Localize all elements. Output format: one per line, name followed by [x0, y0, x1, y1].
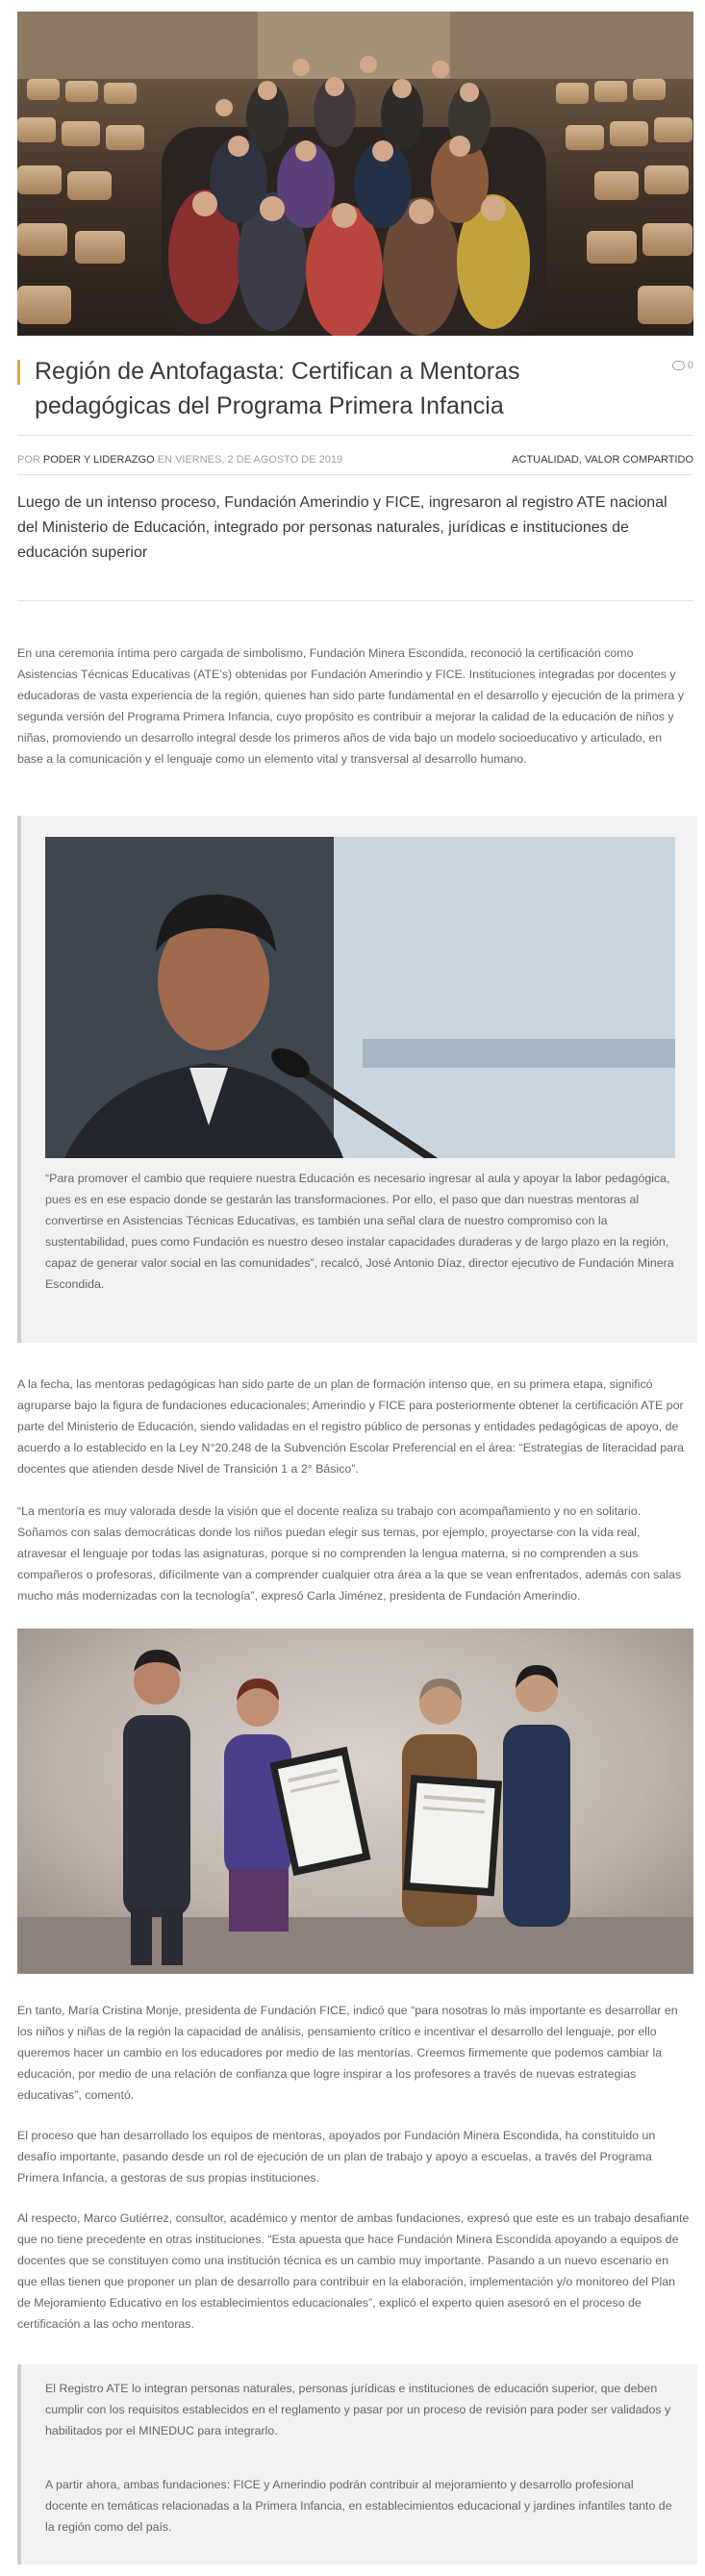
closing-paragraph-2: A partir ahora, ambas fundaciones: FICE y Amerindio podrán contribuir al mejoramiento y desarrollo profesional docente en temáticas relacionadas a la Primera Infancia, en establecimientos educacional y jardines infantiles tanto de la región como del país. — [45, 2478, 672, 2534]
comment-icon — [672, 361, 685, 370]
quote-box — [17, 816, 697, 1343]
hero-photo — [17, 12, 693, 336]
speaker-photo — [45, 837, 675, 1158]
closing-box — [17, 2364, 697, 2564]
paragraph-1: En una ceremonia íntima pero cargada de simbolismo, Fundación Minera Escondida, reconoció la certificación como Asistencias Técnicas Educativas (ATE’s) obtenidas por Fundación Amerindio y FICE. Instituciones integradas por docentes y educadoras de vasta experiencia de la región, quienes han sido parte fundamental en el desarrollo y ejecución de la primera y segunda versión del Programa Primera Infancia, cuyo propósito es contribuir a mejorar la calidad de la educación de niños y niñas, promoviendo un desarrollo integral desde los primeros años de vida bajo un modelo socioeducativo y articulado, en base a la comunicación y el lenguaje como un elemento vital y transversal al desarrollo humano. — [17, 646, 684, 766]
date-prefix: EN — [157, 454, 172, 466]
by-label: POR — [17, 454, 40, 466]
closing-paragraph-1: El Registro ATE lo integran personas naturales, personas jurídicas e instituciones de educación superior, que deben cumplir con los requisitos establecidos en el reglamento y pasar por un proceso de revisión para poder ser validados y habilitados por el MINEDUC para integrarlo. — [45, 2382, 671, 2437]
paragraph-6: Al respecto, Marco Gutiérrez, consultor, académico y mentor de ambas fundaciones, expresó que este es un trabajo desafiante que no tiene precedente en otras instituciones. “Esta apuesta que hace Fundación Minera Escondida apoyando a equipos de docentes que se constituyen como una institución técnica es un cambio muy importante. Pasando a un nuevo escenario en que ellas tienen que proponer un plan de desarrollo para contribuir en la elaboración, implementación y/o monitoreo del Plan de Mejoramiento Educativo en los establecimientos educacionales”, explicó el experto quien asesoró en el proceso de certificación a las ocho mentoras. — [17, 2211, 690, 2331]
category-link[interactable]: PODER Y LIDERAZGO — [42, 454, 155, 466]
paragraph-2: A la fecha, las mentoras pedagógicas han sido parte de un plan de formación intenso que, en su primera etapa, significó agruparse bajo la figura de fundaciones educacionales; Amerindio y FICE para posteriormente obtener la certificación ATE por parte del Ministerio de Educación, siendo validadas en el registro público de personas y entidades pedagógicas de apoyo, de acuerdo a lo establecido en la Ley N°20.248 de la Subvención Escolar Preferencial en el área: “Estrategias de literacidad para docentes que atienden desde Nivel de Transición 1 a 2° Básico”. — [17, 1377, 685, 1476]
divider — [17, 474, 693, 475]
paragraph-3: “La mentoría es muy valorada desde la visión que el docente realiza su trabajo con acompañamiento y no en solitario. Soñamos con salas democráticas donde los niños puedan elegir sus temas, por ejemplo, proyectarse con la vida real, atravesar el lenguaje por todas las asignaturas, porque si no comprenden la lengua materna, si no comprenden a sus compañeros o profesoras, difícilmente van a comprender cualquier otra área a la que se vean enfrentados, además con salas mucho más modernizadas con la tecnología”, expresó Carla Jiménez, presidenta de Fundación Amerindio. — [17, 1504, 682, 1603]
tags-link[interactable]: ACTUALIDAD, VALOR COMPARTIDO — [512, 454, 693, 466]
quote-text: “Para promover el cambio que requiere nuestra Educación es necesario ingresar al aula y apoyar la labor pedagógica, pues es en ese espacio donde se gestarán las transformaciones. Por ello, el paso que dan nuestras mentoras al convertirse en Asistencias Técnicas Educativas, es también una señal clara de nuestro compromiso con la sustentabilidad, pues como Fundación es nuestro deseo instalar capacidades duraderas y de largo plazo en la región, capaz de generar valor social en las comunidades”, recalcó, José Antonio Díaz, director ejecutivo de Fundación Minera Escondida. — [45, 1172, 674, 1291]
paragraph-5: El proceso que han desarrollado los equipos de mentoras, apoyados por Fundación Minera Escondida, ha constituido un desafío importante, pasando desde un rol de ejecución de un plan de trabajo y apoyo a escuelas, a través del Programa Primera Infancia, a gestoras de sus propias instituciones. — [17, 2129, 656, 2185]
ceremony-photo — [17, 1629, 693, 1974]
article-title: Región de Antofagasta: Certifican a Mentoras pedagógicas del Programa Primera Infancia — [35, 358, 520, 419]
article-meta — [17, 454, 693, 466]
paragraph-4: En tanto, María Cristina Monje, presidenta de Fundación FICE, indicó que “para nosotras lo más importante es desarrollar en los niños y niñas de la región la capacidad de análisis, pensamiento crítico e incentivar el desarrollo del lenguaje, por ello queremos hacer un cambio en los educadores por medio de las mentorías. Creemos firmemente que podemos cambiar la educación, por medio de una relación de confianza que logre inspirar a los profesores a través de nuevas estrategias educativas”, comentó. — [17, 2004, 678, 2102]
divider — [17, 435, 693, 436]
article-lead: Luego de un intenso proceso, Fundación Amerindio y FICE, ingresaron al registro ATE nacional del Ministerio de Educación, integrado por personas naturales, jurídicas e instituciones de educación superior — [17, 494, 667, 561]
comments-count: 0 — [687, 360, 693, 371]
title-accent-bar — [17, 360, 20, 385]
divider — [17, 600, 693, 601]
comments-link[interactable] — [672, 360, 693, 371]
publish-date: VIERNES, 2 DE AGOSTO DE 2019 — [175, 454, 343, 466]
